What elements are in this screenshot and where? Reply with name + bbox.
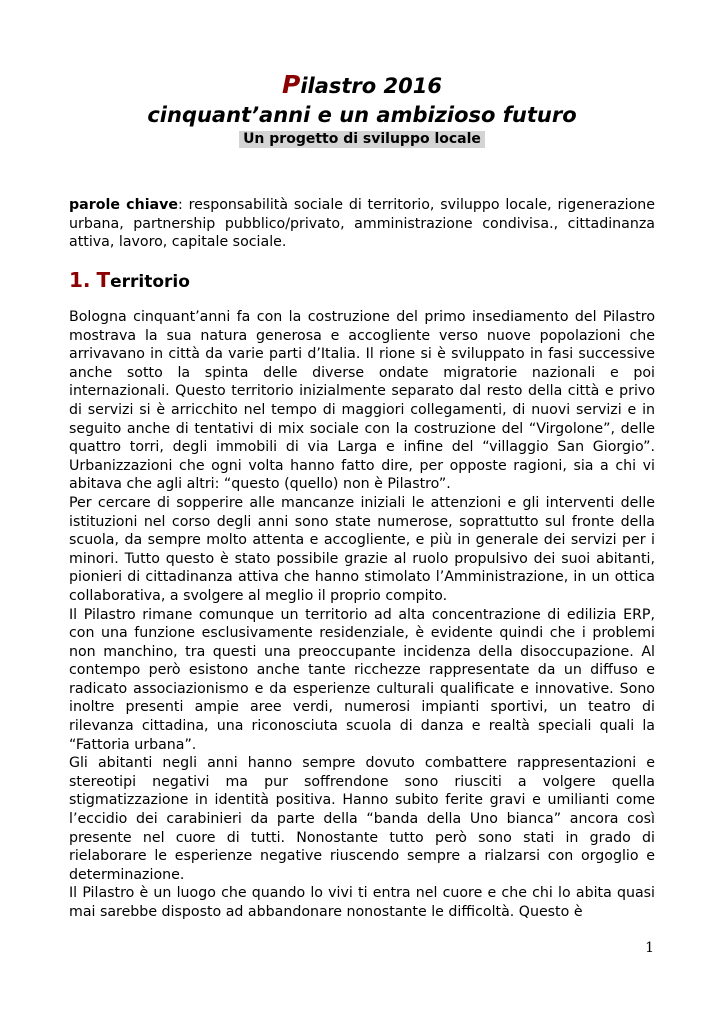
- title-block: [0, 70, 724, 148]
- section-heading: [69, 268, 190, 294]
- title-initial: P: [282, 70, 301, 99]
- body-paragraph: Per cercare di sopperire alle mancanze iniziali le attenzioni e gli interventi delle istituzioni nel corso degli anni sono state numerose, soprattutto sul fronte della scuola, da sempre molto attenta e accogliente, e più in generale dei servizi per i minori. Tutto questo è stato possibile grazie al ruolo propulsivo dei suoi abitanti, pionieri di cittadinanza attiva che hanno stimolato l’Amministrazione, in un ottica collaborativa, a svolgere al meglio il proprio compito.: [69, 494, 655, 604]
- keywords-label: parole chiave: [69, 197, 178, 213]
- body-paragraph: Il Pilastro è un luogo che quando lo vivi ti entra nel cuore e che chi lo abita quasi mai sarebbe disposto ad abbandonare nonostante le difficoltà. Questo è: [69, 885, 655, 920]
- page-number: 1: [645, 940, 654, 956]
- body-paragraph: Bologna cinquant’anni fa con la costruzione del primo insediamento del Pilastro mostrava la sua natura generosa e accogliente verso nuove popolazioni che arrivavano in città da varie parti d’Italia. Il rione si è sviluppato in fasi successive anche sotto la spinta delle diverse ondate migratorie nazionali e poi internazionali. Questo territorio inizialmente separato dal resto della città e privo di servizi si è arricchito nel tempo di maggiori collegamenti, di nuovi servizi e in seguito anche di tentativi di mix sociale con la costruzione del “Virgolone”, delle quattro torri, degli immobili di via Larga e infine del “villaggio San Giorgio”. Urbanizzazioni che ogni volta hanno fatto dire, per opposte ragioni, sia a chi vi abitava che agli altri: “questo (quello) non è Pilastro”.: [69, 309, 655, 493]
- section-title-rest: erritorio: [110, 272, 190, 292]
- keywords-paragraph: [69, 196, 655, 252]
- section-initial: T: [96, 268, 111, 292]
- body-paragraph: Il Pilastro rimane comunque un territorio ad alta concentrazione di edilizia ERP, con una funzione esclusivamente residenziale, è evidente quindi che i problemi non manchino, tra questi una preoccupante incidenza della disoccupazione. Al contempo però esistono anche tante ricchezze rappresentate da un diffuso e radicato associazionismo e da esperienze culturali qualificate e innovative. Sono inoltre presenti ampie aree verdi, numerosi impianti sportivi, un teatro di rilevanza cittadina, una riconosciuta scuola di danza e realtà speciali quali la “Fattoria urbana”.: [69, 606, 655, 753]
- body-paragraph: Gli abitanti negli anni hanno sempre dovuto combattere rappresentazioni e stereotipi negativi ma pur soffrendone sono riusciti a volgere quella stigmatizzazione in identità positiva. Hanno subito ferite gravi e umilianti come l’eccidio dei carabinieri da parte della “banda della Uno bianca” ancora così presente nel cuore di tutti. Nonostante tutto però sono stati in grado di rielaborare le esperienze negative riuscendo sempre a rialzarsi con orgoglio e determinazione.: [69, 755, 655, 883]
- keywords-text: : responsabilità sociale di territorio, sviluppo locale, rigenerazione urbana, partnership pubblico/privato, amministrazione condivisa., cittadinanza attiva, lavoro, capitale sociale.: [69, 197, 655, 251]
- section-body: [69, 308, 655, 922]
- document-title: [0, 70, 724, 101]
- document-title-line2: cinquant’anni e un ambizioso futuro: [147, 103, 577, 127]
- title-rest: ilastro 2016: [300, 74, 442, 98]
- document-subtitle: Un progetto di sviluppo locale: [239, 131, 485, 148]
- section-number: 1.: [69, 268, 91, 292]
